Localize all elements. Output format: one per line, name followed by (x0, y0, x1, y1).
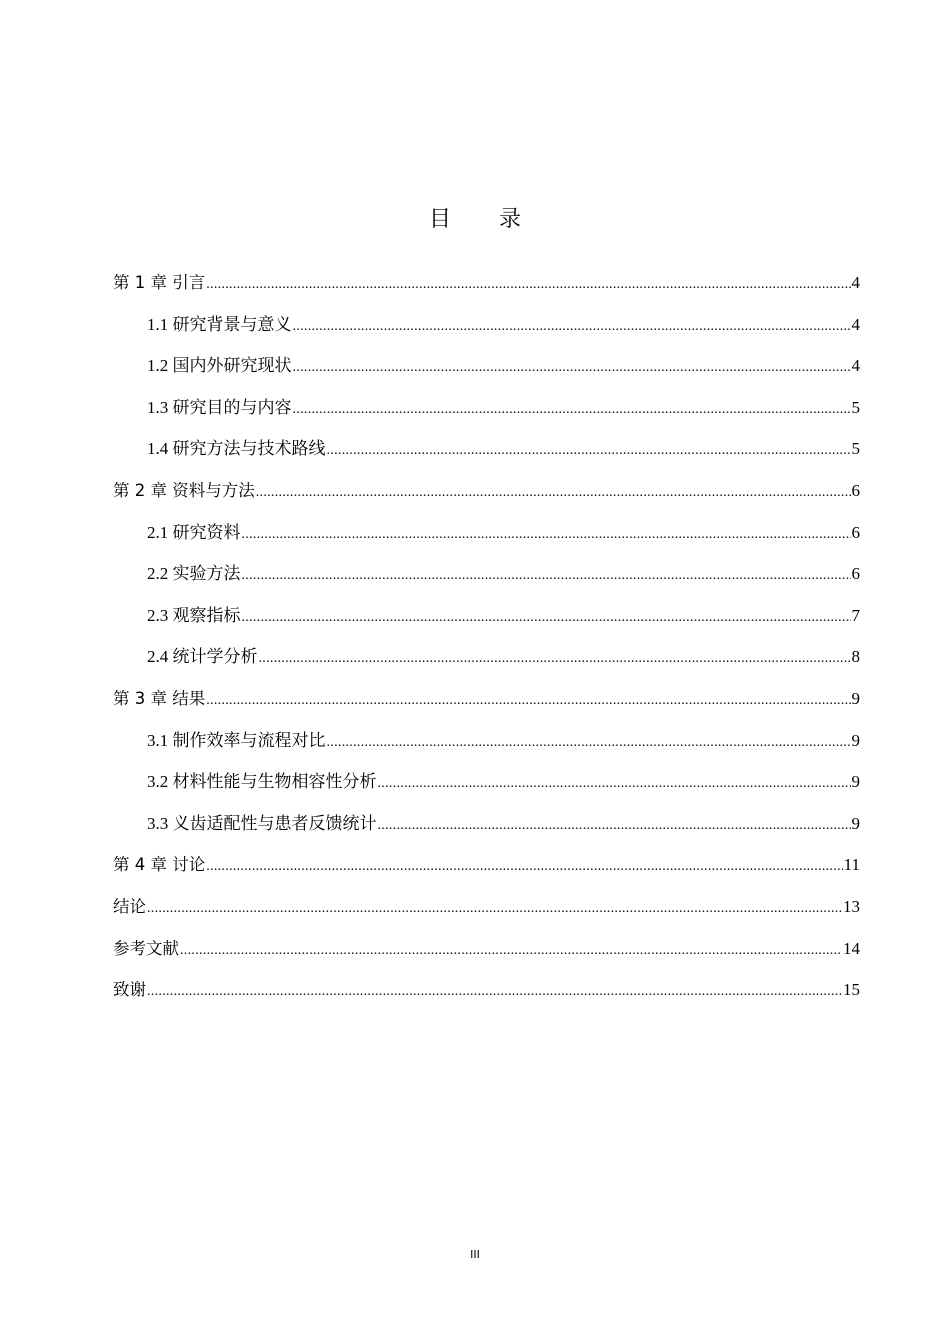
toc-entry-page: 6 (851, 522, 860, 542)
toc-entry[interactable] (113, 803, 860, 845)
toc-title-char-2: 录 (499, 207, 522, 232)
toc-entry-page: 4 (851, 273, 860, 292)
toc-entry-page: 11 (843, 855, 860, 875)
toc-entry-label: 第 4 章 讨论 (113, 855, 206, 875)
toc-entry-page: 9 (851, 688, 860, 708)
dot-leader (242, 555, 851, 597)
dot-leader (206, 846, 842, 888)
toc-entry-page: 15 (843, 980, 860, 1000)
toc-entry-label: 1.3 研究目的与内容 (147, 397, 292, 417)
dot-leader (147, 971, 842, 1013)
dot-leader (293, 347, 851, 389)
dot-leader (378, 763, 851, 805)
toc-entry[interactable] (113, 345, 860, 387)
dot-leader (293, 389, 851, 431)
toc-entry-page: 9 (851, 730, 860, 750)
toc-entry-label: 2.2 实验方法 (147, 564, 241, 584)
toc-entry-page: 8 (851, 647, 860, 667)
toc-entry-page: 6 (851, 480, 860, 500)
toc-entry-page: 4 (851, 314, 860, 334)
toc-entry-page: 6 (851, 564, 860, 584)
table-of-contents (113, 262, 860, 1011)
toc-entry-label: 3.1 制作效率与流程对比 (147, 730, 326, 750)
toc-entry-page: 5 (851, 397, 860, 417)
dot-leader (256, 472, 851, 514)
toc-entry-label: 第 2 章 资料与方法 (113, 480, 255, 500)
toc-entry[interactable] (113, 512, 860, 554)
toc-entry-label: 第 3 章 结果 (113, 688, 206, 708)
dot-leader (327, 430, 851, 472)
toc-title-char-1: 目 (428, 207, 451, 232)
toc-entry-label: 1.2 国内外研究现状 (147, 356, 292, 376)
toc-entry-label: 1.4 研究方法与技术路线 (147, 439, 326, 459)
toc-entry-page: 7 (851, 605, 860, 625)
toc-entry-page: 5 (851, 439, 860, 459)
toc-entry[interactable] (113, 428, 860, 470)
dot-leader (206, 680, 850, 722)
toc-entry[interactable] (113, 636, 860, 678)
toc-entry[interactable] (113, 969, 860, 1011)
toc-entry[interactable] (113, 678, 860, 720)
toc-entry-page: 14 (843, 938, 860, 958)
dot-leader (180, 930, 842, 972)
dot-leader (327, 722, 851, 764)
toc-entry-label: 3.2 材料性能与生物相容性分析 (147, 772, 377, 792)
toc-entry-label: 参考文献 (113, 938, 179, 958)
toc-entry-label: 1.1 研究背景与意义 (147, 314, 292, 334)
toc-entry-label: 结论 (113, 896, 146, 916)
toc-title (0, 203, 950, 237)
toc-entry-label: 第 1 章 引言 (113, 273, 206, 292)
toc-entry-page: 13 (843, 896, 860, 916)
toc-entry[interactable] (113, 761, 860, 803)
toc-entry-label: 2.3 观察指标 (147, 605, 241, 625)
dot-leader (206, 264, 850, 306)
toc-entry-label: 2.4 统计学分析 (147, 647, 258, 667)
dot-leader (242, 514, 851, 556)
toc-entry[interactable] (113, 844, 860, 886)
page-number: III (470, 1248, 480, 1261)
toc-entry-page: 4 (851, 356, 860, 376)
dot-leader (242, 597, 851, 639)
dot-leader (293, 306, 851, 348)
toc-entry-page: 9 (851, 772, 860, 792)
toc-entry-label: 2.1 研究资料 (147, 522, 241, 542)
dot-leader (147, 888, 842, 930)
toc-entry[interactable] (113, 387, 860, 429)
toc-entry[interactable] (113, 595, 860, 637)
toc-entry-label: 致谢 (113, 980, 146, 1000)
toc-entry-label: 3.3 义齿适配性与患者反馈统计 (147, 813, 377, 833)
toc-entry[interactable] (113, 553, 860, 595)
toc-entry-page: 9 (851, 813, 860, 833)
toc-entry[interactable] (113, 470, 860, 512)
toc-entry[interactable] (113, 720, 860, 762)
toc-entry[interactable] (113, 304, 860, 346)
toc-entry[interactable] (113, 886, 860, 928)
toc-entry[interactable] (113, 262, 860, 304)
dot-leader (378, 805, 851, 847)
dot-leader (259, 638, 851, 680)
toc-entry[interactable] (113, 928, 860, 970)
